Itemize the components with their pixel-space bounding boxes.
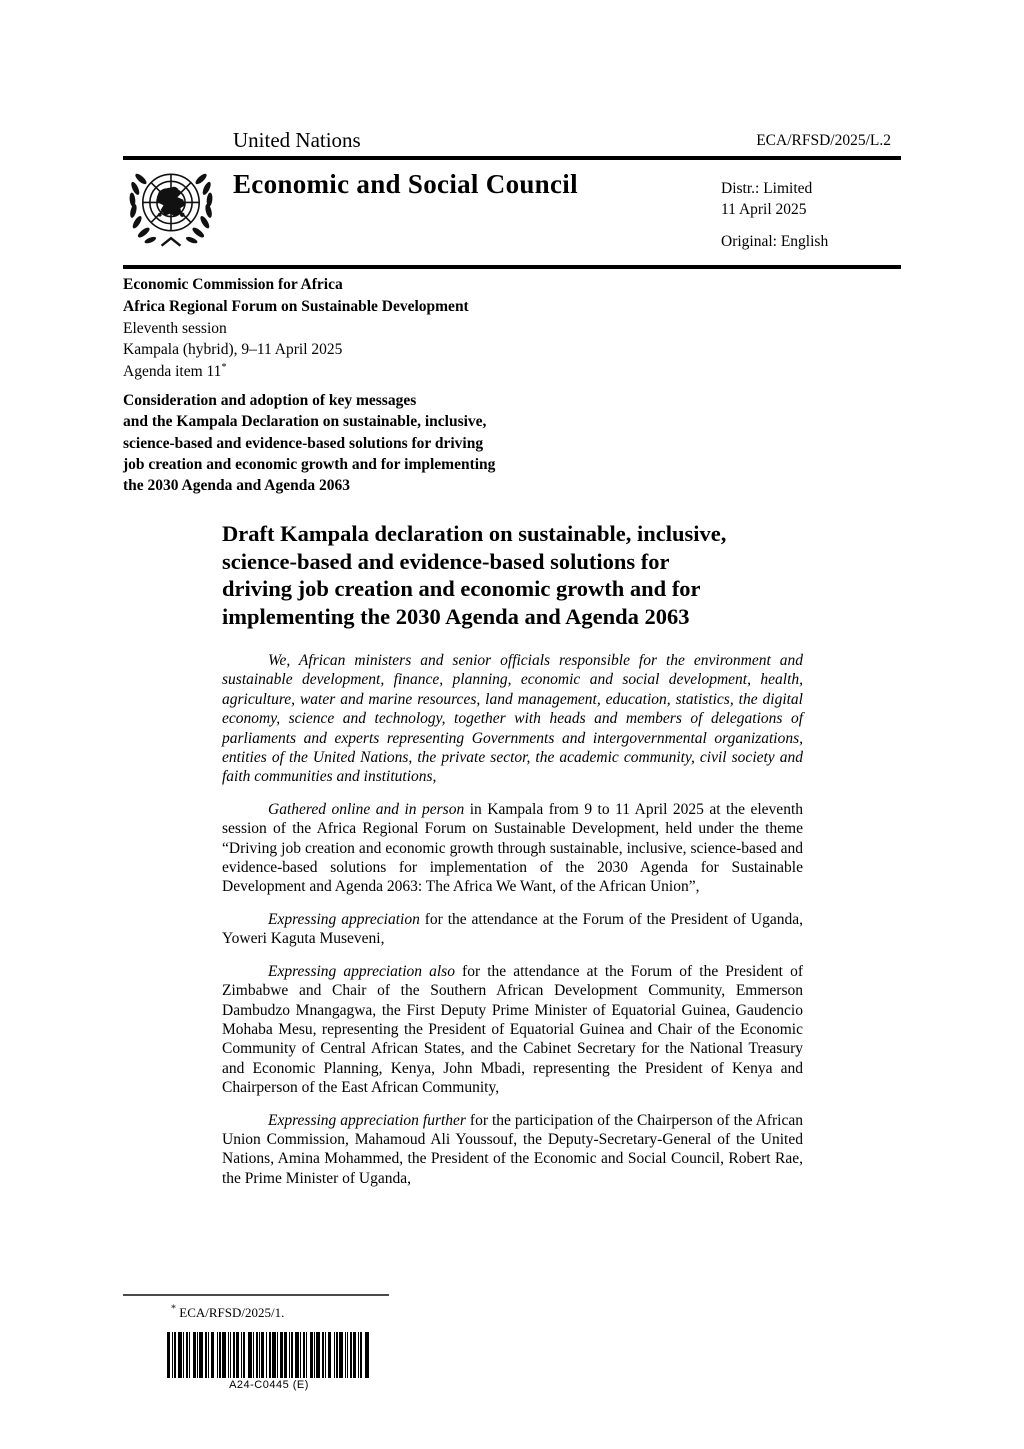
page-title — [222, 520, 726, 630]
paragraph: Gathered online and in person in Kampala from 9 to 11 April 2025 at the eleventh session of the Africa Regional Forum on Sustainable Development, held under the theme “Driving job creation and economic growth through sustainable, inclusive, science-based and evidence-based solutions for implementation of the 2030 Agenda for Sustainable Development and Agenda 2063: The Africa We Want, of the African Union”, — [222, 800, 803, 896]
barcode-image — [167, 1332, 371, 1378]
footnote-rule — [123, 1294, 389, 1296]
council-title: Economic and Social Council — [233, 169, 578, 199]
page-title-line: implementing the 2030 Agenda and Agenda 2063 — [222, 603, 690, 629]
forum-name: Africa Regional Forum on Sustainable Development — [123, 297, 469, 315]
header-rule-top — [123, 156, 901, 160]
header-rule-bottom — [123, 265, 901, 269]
agenda-title-line: the 2030 Agenda and Agenda 2063 — [123, 477, 350, 495]
body-text — [222, 651, 803, 1201]
page-title-line: Draft Kampala declaration on sustainable, inclusive, — [222, 521, 727, 546]
org-name: United Nations — [233, 128, 361, 152]
un-emblem-icon — [124, 163, 218, 257]
session-number: Eleventh session — [123, 319, 227, 337]
barcode-label: A24-C0445 (E) — [229, 1379, 309, 1391]
document-symbol: ECA/RFSD/2025/L.2 — [756, 132, 891, 149]
agenda-title-line: science-based and evidence-based solutions for driving — [123, 434, 484, 452]
agenda-item: Agenda item 11* — [123, 362, 227, 381]
agenda-footnote-marker: * — [221, 362, 227, 374]
original-language: Original: English — [721, 233, 829, 250]
paragraph: Expressing appreciation for the attendance at the Forum of the President of Uganda, Yoweri Kaguta Museveni, — [222, 910, 803, 948]
page-title-line: science-based and evidence-based solutions for — [222, 548, 670, 574]
barcode — [167, 1332, 371, 1391]
document-date: 11 April 2025 — [721, 201, 807, 218]
commission-name: Economic Commission for Africa — [123, 276, 343, 293]
paragraph: Expressing appreciation further for the participation of the Chairperson of the African Union Commission, Mahamoud Ali Youssouf, the Deputy-Secretary-General of the United Nations, Amina Mohammed, the President of the Economic and Social Council, Robert Rae, the Prime Minister of Uganda, — [222, 1111, 803, 1187]
paragraph: We, African ministers and senior officials responsible for the environment and sustainable development, finance, planning, economic and social development, health, agriculture, water and marine resources, land management, education, statistics, the digital economy, science and technology, together with heads and members of delegations of parliaments and experts representing Governments and intergovernmental organizations, entities of the United Nations, the private sector, the academic community, civil society and faith communities and institutions, — [222, 652, 803, 786]
agenda-title — [123, 390, 495, 496]
agenda-title-line: job creation and economic growth and for implementing — [123, 455, 496, 473]
agenda-title-line: Consideration and adoption of key messages — [123, 392, 417, 409]
footnote: * ECA/RFSD/2025/1. — [171, 1303, 285, 1320]
paragraph: Expressing appreciation also for the attendance at the Forum of the President of Zimbabwe and Chair of the Southern African Development Community, Emmerson Dambudzo Mnangagwa, the First Deputy Prime Minister of Equatorial Guinea, Gaudencio Mohaba Mesu, representing the President of Equatorial Guinea and Chair of the Economic Community of Central African States, and the Cabinet Secretary for the National Treasury and Economic Planning, Kenya, John Mbadi, representing the President of Kenya and Chairperson of the East African Community, — [222, 962, 803, 1097]
session-block — [123, 274, 469, 383]
distribution-block — [721, 178, 828, 252]
session-location-date: Kampala (hybrid), 9–11 April 2025 — [123, 341, 343, 359]
page-title-line: driving job creation and economic growth and for — [222, 576, 701, 602]
distribution: Distr.: Limited — [721, 180, 813, 197]
agenda-title-line: and the Kampala Declaration on sustainable, inclusive, — [123, 413, 487, 431]
footnote-marker: * — [171, 1303, 176, 1315]
